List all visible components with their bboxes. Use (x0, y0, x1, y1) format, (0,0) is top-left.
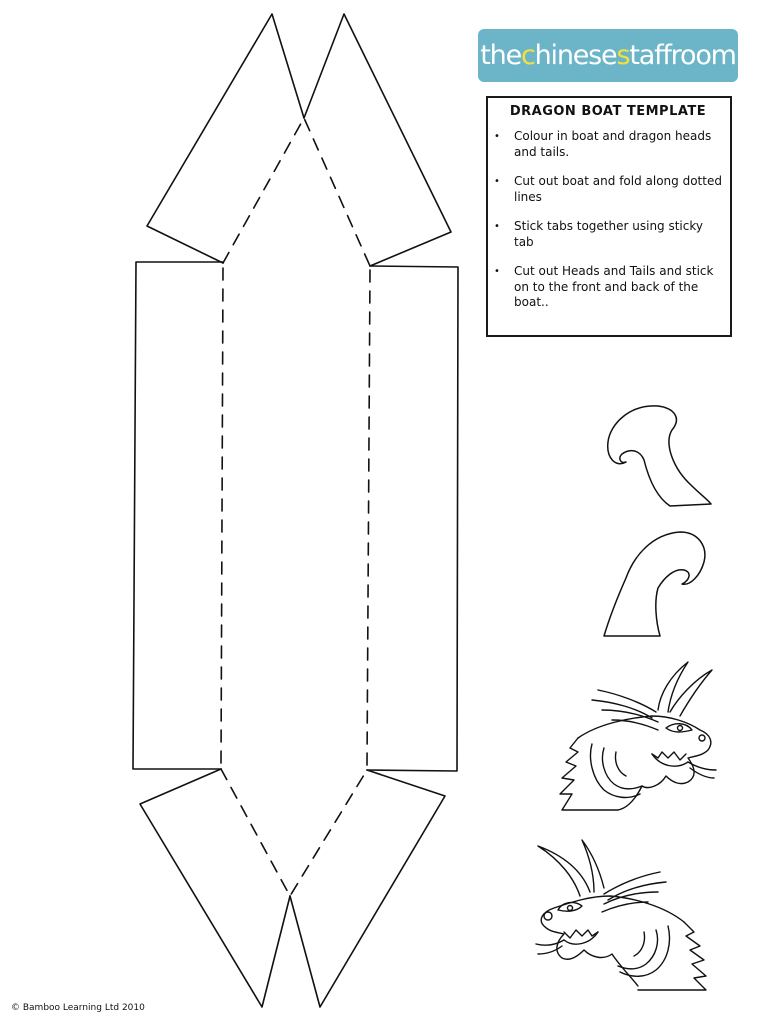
dragon-tail-icon (600, 398, 716, 508)
top-right-flap (304, 14, 451, 266)
instruction-text: Stick tabs together using sticky tab (514, 219, 703, 249)
logo-text-highlight: s (616, 40, 630, 71)
instructions-list (494, 129, 722, 311)
logo-text-part: hinese (534, 40, 617, 71)
instructions-title: DRAGON BOAT TEMPLATE (509, 104, 707, 119)
logo-text-part: taffroom (629, 40, 736, 71)
instruction-text: Cut out Heads and Tails and stick on to the front and back of the boat.. (514, 264, 714, 309)
fold-line-bottom (221, 769, 367, 896)
dragon-head-left-icon (534, 836, 718, 996)
instruction-item (494, 174, 722, 205)
instruction-item (494, 129, 722, 160)
logo-text-part: the (480, 40, 521, 71)
instruction-item (494, 219, 722, 250)
fold-line-right (367, 270, 370, 766)
left-side-panel (133, 262, 223, 769)
bullet-icon: • (494, 221, 500, 232)
bullet-icon: • (494, 131, 500, 142)
bottom-right-flap (290, 770, 445, 1007)
right-side-panel (367, 266, 458, 771)
copyright-text: © Bamboo Learning Ltd 2010 (11, 1003, 145, 1013)
instructions-box (486, 96, 732, 337)
bottom-left-flap (140, 769, 290, 1007)
dragon-tail-icon (598, 526, 714, 638)
top-left-flap (147, 14, 304, 263)
brand-logo (478, 29, 738, 82)
fold-line-left (221, 268, 223, 765)
logo-text-highlight: c (520, 40, 535, 71)
fold-line-top (223, 118, 370, 266)
bullet-icon: • (494, 266, 500, 277)
instruction-item (494, 264, 722, 311)
dragon-head-right-icon (548, 658, 718, 818)
instruction-text: Colour in boat and dragon heads and tails. (514, 129, 712, 159)
bullet-icon: • (494, 176, 500, 187)
instruction-text: Cut out boat and fold along dotted lines (514, 174, 722, 204)
